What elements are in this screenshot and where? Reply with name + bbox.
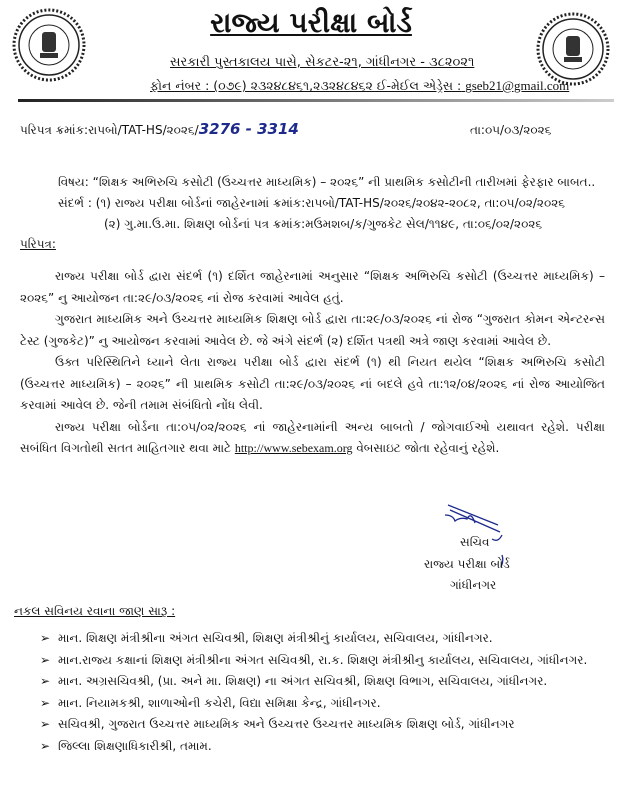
list-item (40, 736, 610, 758)
list-item (40, 628, 610, 650)
circular-heading: પરિપત્ર: (20, 237, 56, 251)
recipient-text: જિલ્લા શિક્ષણાધિકારીશ્રી, તમામ. (58, 738, 212, 753)
list-item (40, 693, 610, 715)
signatory-designation: સચિવ (460, 535, 490, 549)
body-paragraph: રાજ્ય પરીક્ષા બોર્ડ દ્વારા સંદર્ભ (૧) દર્શિત જાહેરનામાં અનુસાર “શિક્ષક અભિરુચિ કસોટી (ઉચ્ચત્તર માધ્યમિક) – ૨૦૨૬” નુ આયોજન તા:૨૯/૦૩/૨૦૨૬ નાં રોજ કરવામાં આવેલ હતું. (20, 269, 605, 305)
handwritten-number: 3276 - 3314 (198, 120, 299, 138)
body-paragraph: ઉક્ત પરિસ્થિતિને ધ્યાને લેતા રાજ્ય પરીક્ષા બોર્ડ દ્વારા સંદર્ભ (૧) થી નિયત થયેલ “શિક્ષક અભિરુચિ કસોટી (ઉચ્ચત્તર માધ્યમિક) – ૨૦૨૬” ની પ્રાથમિક કસોટી તા:૨૯/૦૩/૨૦૨૬ નાં બદલે હવે તા:૧૨/૦૪/૨૦૨૬ નાં રોજ આયોજિત કરવામાં આવેલ છે. જેની તમામ સંબંધિતો નોંધ લેવી. (20, 355, 605, 412)
email-link[interactable]: gseb21@gmail.com (465, 78, 570, 93)
circular-body (20, 266, 605, 460)
body-paragraph: ગુજરાત માધ્યમિક અને ઉચ્ચત્તર માધ્યમિક શિક્ષણ બોર્ડ દ્વારા તા:૨૯/૦૩/૨૦૨૬ નાં રોજ “ગુજરાત કોમન એન્ટરન્સ ટેસ્ટ (ગુજકેટ)” નુ આયોજન કરવામાં આવેલ છે. જે અંગે સંદર્ભ (૨) દર્શિત પત્રથી અત્રે જાણ કરવામાં આવેલ છે. (20, 312, 605, 348)
body-paragraph (20, 417, 605, 460)
reference-label: સંદર્ભ : (58, 196, 92, 210)
circular-date: તા:૦૫/૦૩/૨૦૨૬ (470, 123, 552, 137)
subject-line (58, 175, 595, 190)
bullet-arrow-icon: ➢ (40, 652, 51, 667)
copy-heading: નકલ સવિનય રવાના જાણ સારૂ : (14, 604, 176, 618)
bullet-arrow-icon: ➢ (40, 738, 51, 753)
bullet-arrow-icon: ➢ (40, 674, 51, 688)
reference-line-2: (૨) ગુ.મા.ઉ.મા. શિક્ષણ બોર્ડનાં પત્ર ક્રમાંક:મઉમશબ/ક/ગુજકેટ સેલ/૧૧૪૯, તા:૦૬/૦૨/૨૦૨૬ (104, 217, 543, 231)
circular-number-label: પરિપત્ર ક્રમાંક:રાપબો/TAT-HS/૨૦૨૬/ (20, 123, 199, 137)
circular-number (20, 120, 299, 138)
header-divider (18, 99, 614, 102)
list-item (40, 671, 610, 693)
subject-label: વિષય: (58, 175, 89, 189)
recipient-text: માન.રાજ્ય કક્ષાનાં શિક્ષણ મંત્રીશ્રીના અંગત સચિવશ્રી, રા.ક. શિક્ષણ મંત્રીશ્રીનુ કાર્યાલય, સચિવાલય, ગાંધીનગર. (58, 652, 588, 667)
signatory-city: ગાંધીનગર (450, 578, 497, 592)
subject-text: “શિક્ષક અભિરુચિ કસોટી (ઉચ્ચત્તર માધ્યમિક) – ૨૦૨૬” ની પ્રાથમિક કસોટીની તારીખમાં ફેરફાર બાબત.. (92, 175, 596, 189)
letterhead-contact (150, 78, 569, 94)
list-item (40, 714, 610, 736)
letterhead-address: સરકારી પુસ્તકાલય પાસે, સેકટર-૨૧, ગાંધીનગર - ૩૮૨૦૨૧ (170, 55, 475, 70)
recipient-text: માન. શિક્ષણ મંત્રીશ્રીના અંગત સચિવશ્રી, શિક્ષણ મંત્રીશ્રીનું કાર્યાલય, સચિવાલય, ગાંધીનગર. (58, 631, 493, 645)
recipient-text: માન. નિયામકશ્રી, શાળાઓની કચેરી, વિદ્યા સમિક્ષા કેન્દ્ર, ગાંધીનગર. (58, 695, 381, 710)
bullet-arrow-icon: ➢ (40, 717, 51, 731)
bullet-arrow-icon: ➢ (40, 631, 51, 645)
copy-recipients-list (40, 628, 610, 757)
website-link[interactable]: http://www.sebexam.org (234, 441, 353, 455)
recipient-text: સચિવશ્રી, ગુજરાત ઉચ્ચત્તર માધ્યમિક અને ઉચ્ચત્તર ઉચ્ચત્તર માધ્યમિક શિક્ષણ બોર્ડ, ગાંધીનગર (58, 717, 515, 731)
recipient-text: માન. અગ્રસચિવશ્રી, (પ્રા. અને મા. શિક્ષણ) ના અંગત સચિવશ્રી, શિક્ષણ વિભાગ, સચિવાલય, ગાંધીનગર. (58, 674, 548, 688)
reference-item: (૧) રાજ્ય પરીક્ષા બોર્ડનાં જાહેરનામાં ક્રમાંક:રાપબો/TAT-HS/૨૦૨૬/૨૦૪૨-૨૦૮૨, તા:૦૫/૦૨/૨૦૨૬ (95, 196, 565, 210)
bullet-arrow-icon: ➢ (40, 695, 51, 710)
list-item (40, 650, 610, 672)
paragraph-text: રાજ્ય પરીક્ષા બોર્ડના તા:૦૫/૦૨/૨૦૨૬ નાં જાહેરનામાંની અન્ય બાબતો / જોગવાઈઓ યથાવત રહેશે. પરીક્ષા સબંધિત વિગતોથી સતત માહિતગાર થવા માટે (20, 419, 605, 455)
reference-line-1 (58, 196, 565, 211)
letterhead-title: રાજ્ય પરીક્ષા બોર્ડ (210, 6, 412, 39)
phone-label: ફોન નંબર : (૦૭૯) ૨૩૨૪૮૪૬૧,૨૩૨૪૮૪૬૨ ઈ-મેઈલ એડ્રેસ : (150, 78, 462, 93)
paragraph-text: વેબસાઇટ જોતા રહેવાનું રહેશે. (352, 441, 500, 455)
signatory-organization: રાજ્ય પરીક્ષા બોર્ડ (424, 557, 510, 571)
